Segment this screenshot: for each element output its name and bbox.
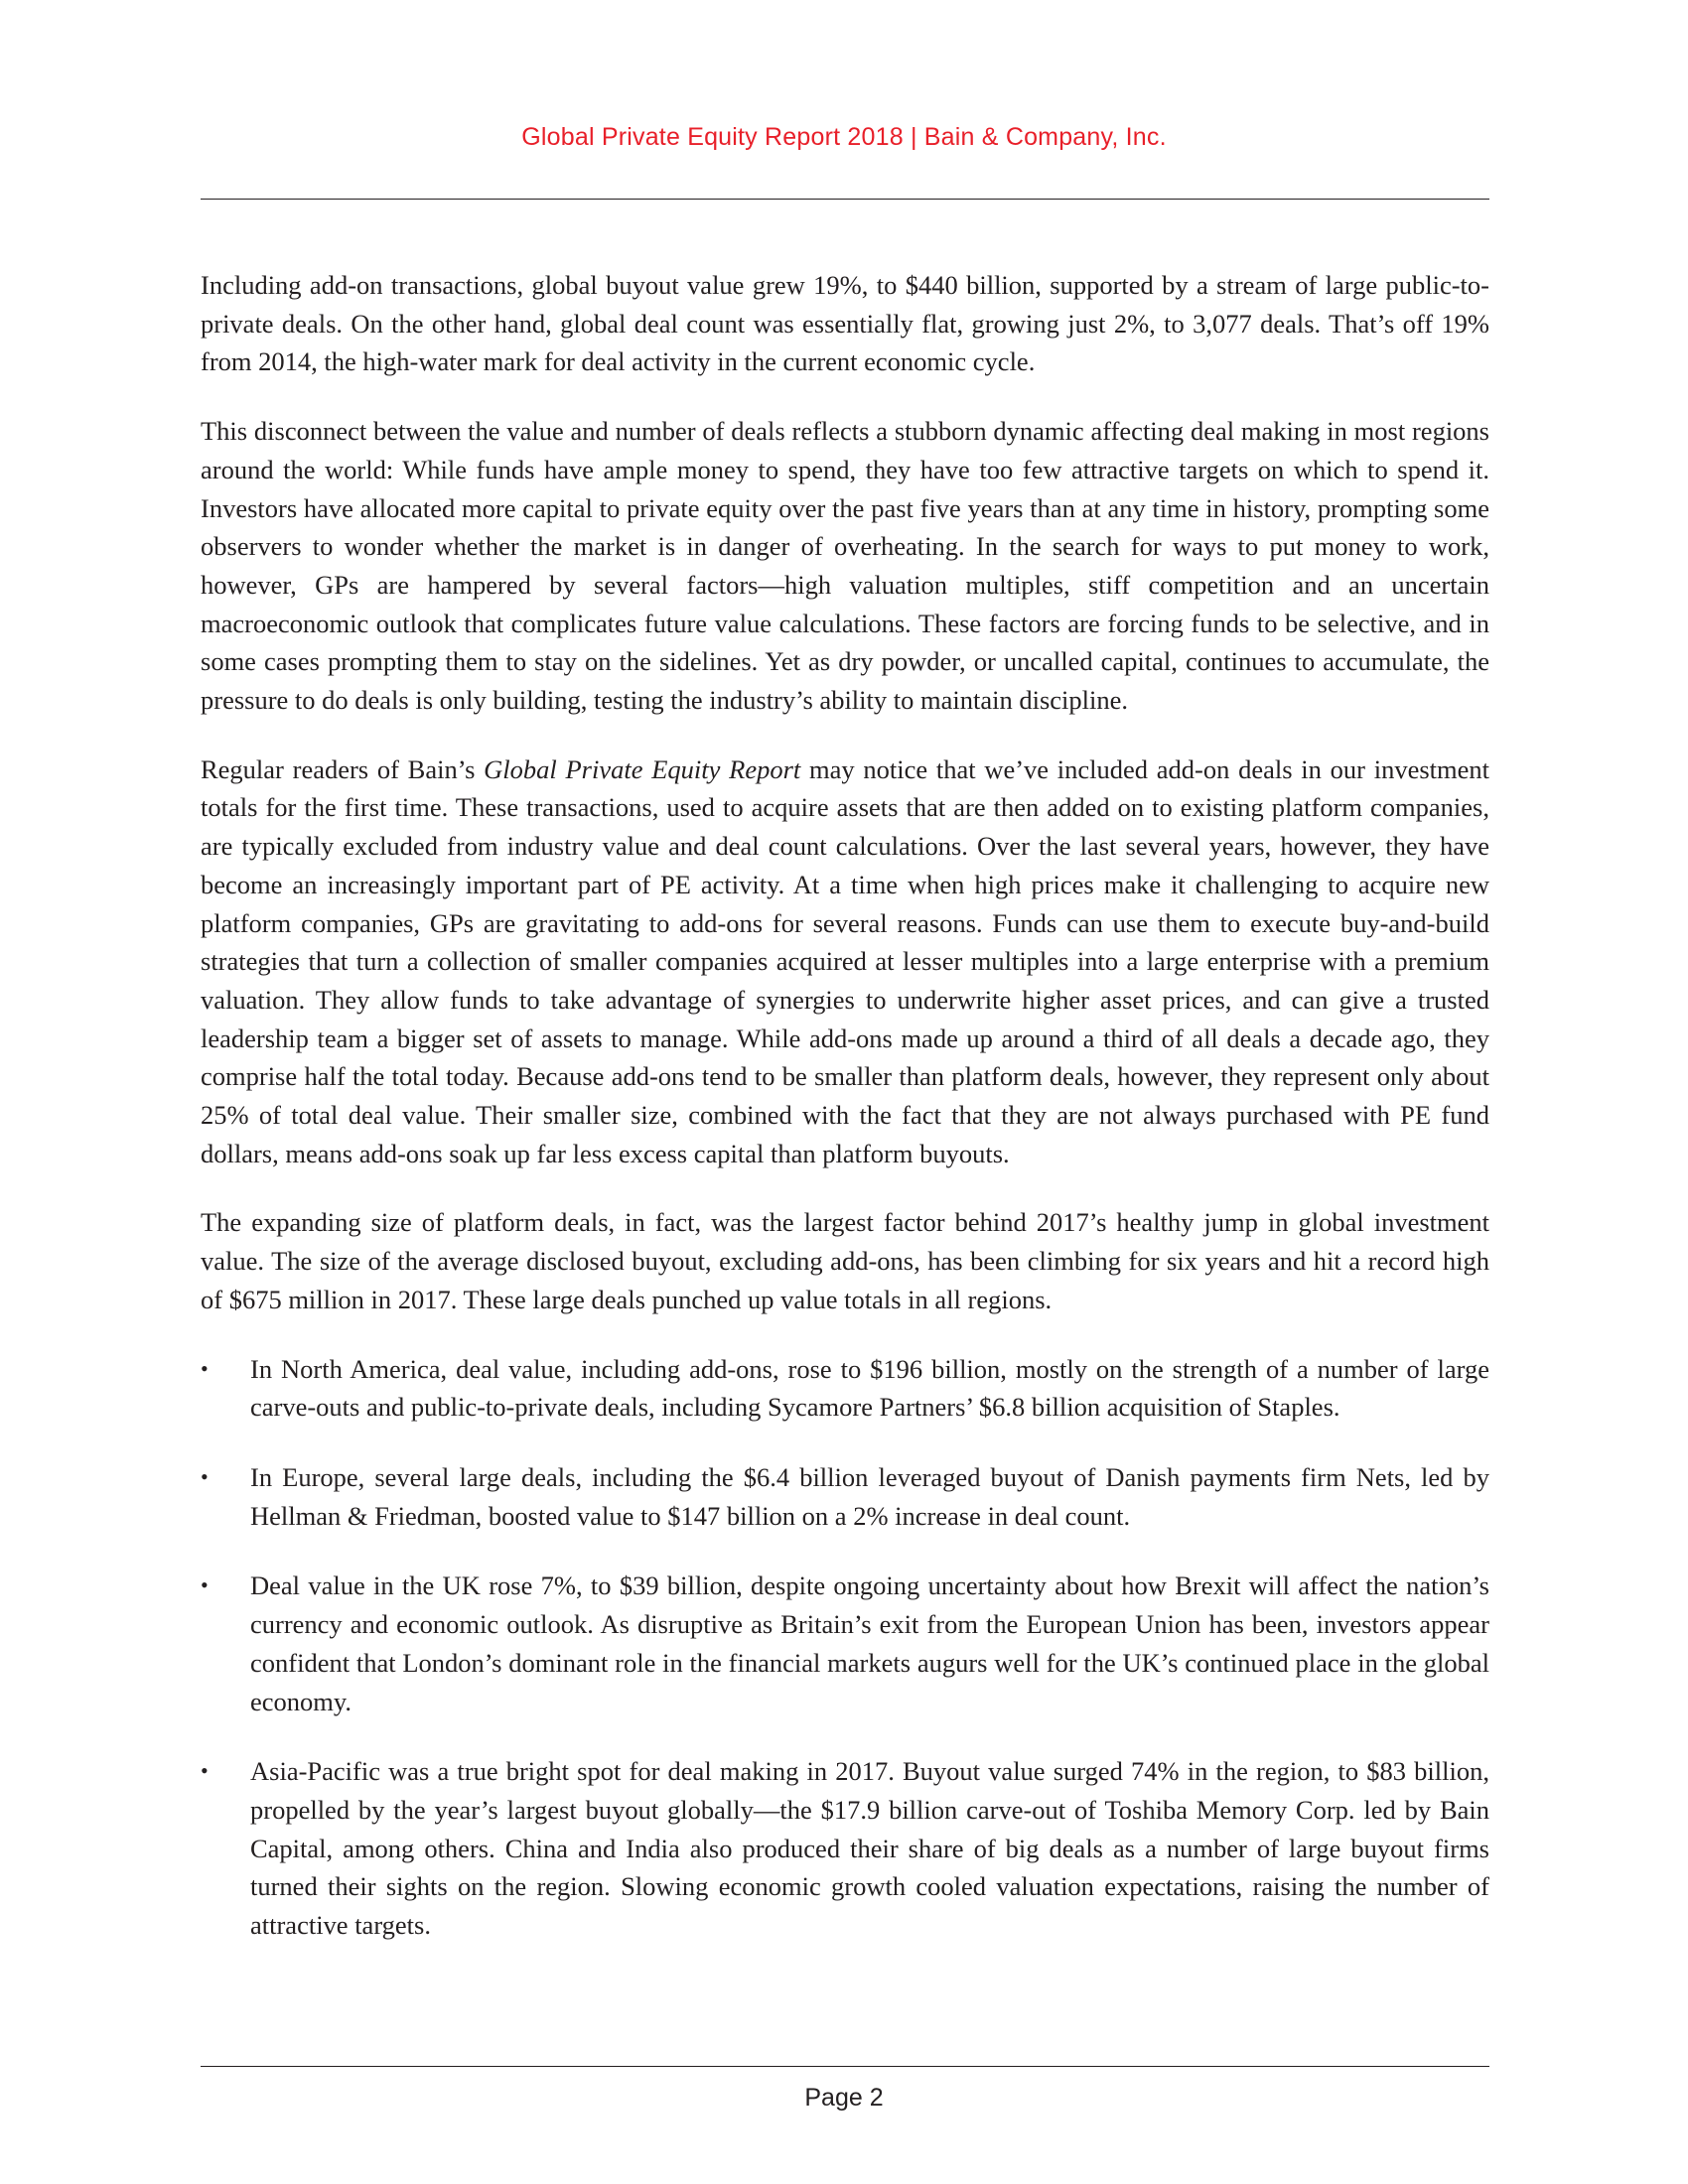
bullet-text: In Europe, several large deals, including the $6.4 billion leveraged buyout of Danish payments firm Nets, led by Hellman & Friedman, boosted value to $147 billion on a 2% increase in deal count.	[250, 1461, 1489, 1531]
bullet-text: Deal value in the UK rose 7%, to $39 billion, despite ongoing uncertainty about how Brexit will affect the nation’s currency and economic outlook. As disruptive as Britain’s exit from the European Union has been, investors appear confident that London’s dominant role in the financial markets augurs well for the UK’s continued place in the global economy.	[250, 1570, 1489, 1716]
bullet-dot: •	[201, 1355, 209, 1381]
bullet-asia-pacific	[201, 1752, 1489, 1945]
body-text	[201, 266, 1489, 1977]
paragraph-addon-transactions: Including add-on transactions, global buyout value grew 19%, to $440 billion, supported by a stream of large public-to-private deals. On the other hand, global deal count was essentially flat, growing just 2%, to 3,077 deals. That’s off 19% from 2014, the high-water mark for deal activity in the current economic cycle.	[201, 270, 1489, 377]
bullet-text: In North America, deal value, including add-ons, rose to $196 billion, mostly on the strength of a number of large carve-outs and public-to-private deals, including Sycamore Partners’ $6.8 billion acquisition of Staples.	[250, 1353, 1489, 1423]
paragraph-disconnect: This disconnect between the value and number of deals reflects a stubborn dynamic affecting deal making in most regions around the world: While funds have ample money to spend, they have too few attractive targets on which to spend it. Investors have allocated more capital to private equity over the past five years than at any time in history, prompting some observers to wonder whether the market is in danger of overheating. In the search for ways to put money to work, however, GPs are hampered by several factors—high valuation multiples, stiff competition and an uncertain macroeconomic outlook that complicates future value calculations. These factors are forcing funds to be selective, and in some cases prompting them to stay on the sidelines. Yet as dry powder, or uncalled capital, continues to accumulate, the pressure to do deals is only building, testing the industry’s ability to maintain discipline.	[201, 416, 1489, 716]
bullet-uk	[201, 1567, 1489, 1720]
bullet-text: Asia-Pacific was a true bright spot for deal making in 2017. Buyout value surged 74% in the region, to $83 billion, propelled by the year’s largest buyout globally—the $17.9 billion carve-out of Toshiba Memory Corp. led by Bain Capital, among others. China and India also produced their share of big deals as a number of large buyout firms turned their sights on the region. Slowing economic growth cooled valuation expectations, raising the number of attractive targets.	[250, 1756, 1489, 1941]
page-number: Page 2	[804, 2084, 884, 2112]
paragraph-text-before: Regular readers of Bain’s	[201, 753, 485, 784]
paragraph-text-after: may notice that we’ve included add-on deals in our investment totals for the first time. These transactions, used to acquire assets that are then added on to existing platform companies, are typically excluded from industry value and deal count calculations. Over the last several years, however, they have become an increasingly important part of PE activity. At a time when high prices make it challenging to acquire new platform companies, GPs are gravitating to add-ons for several reasons. Funds can use them to execute buy-and-build strategies that turn a collection of smaller companies acquired at lesser multiples into a large enterprise with a premium valuation. They allow funds to take advantage of synergies to underwrite higher asset prices, and can give a trusted leadership team a bigger set of assets to manage. While add-ons made up around a third of all deals a decade ago, they comprise half the total today. Because add-ons tend to be smaller than platform deals, however, they represent only about 25% of total deal value. Their smaller size, combined with the fact that they are not always purchased with PE fund dollars, means add-ons soak up far less excess capital than platform buyouts.	[201, 753, 1489, 1168]
report-title-italic: Global Private Equity Report	[484, 753, 801, 784]
running-header: Global Private Equity Report 2018 | Bain & Company, Inc.	[521, 123, 1167, 151]
bullet-dot: •	[201, 1758, 209, 1784]
regional-bullet-list	[201, 1350, 1489, 1945]
bullet-north-america	[201, 1350, 1489, 1427]
header-rule	[201, 199, 1489, 200]
paragraph-platform-deals: The expanding size of platform deals, in fact, was the largest factor behind 2017’s healthy jump in global investment value. The size of the average disclosed buyout, excluding add-ons, has been climbing for six years and hit a record high of $675 million in 2017. These large deals punched up value totals in all regions.	[201, 1207, 1489, 1314]
bullet-europe	[201, 1458, 1489, 1535]
paragraph-regular-readers	[201, 751, 1489, 1173]
bullet-dot: •	[201, 1463, 209, 1489]
bullet-dot: •	[201, 1572, 209, 1598]
footer-rule	[201, 2066, 1489, 2067]
